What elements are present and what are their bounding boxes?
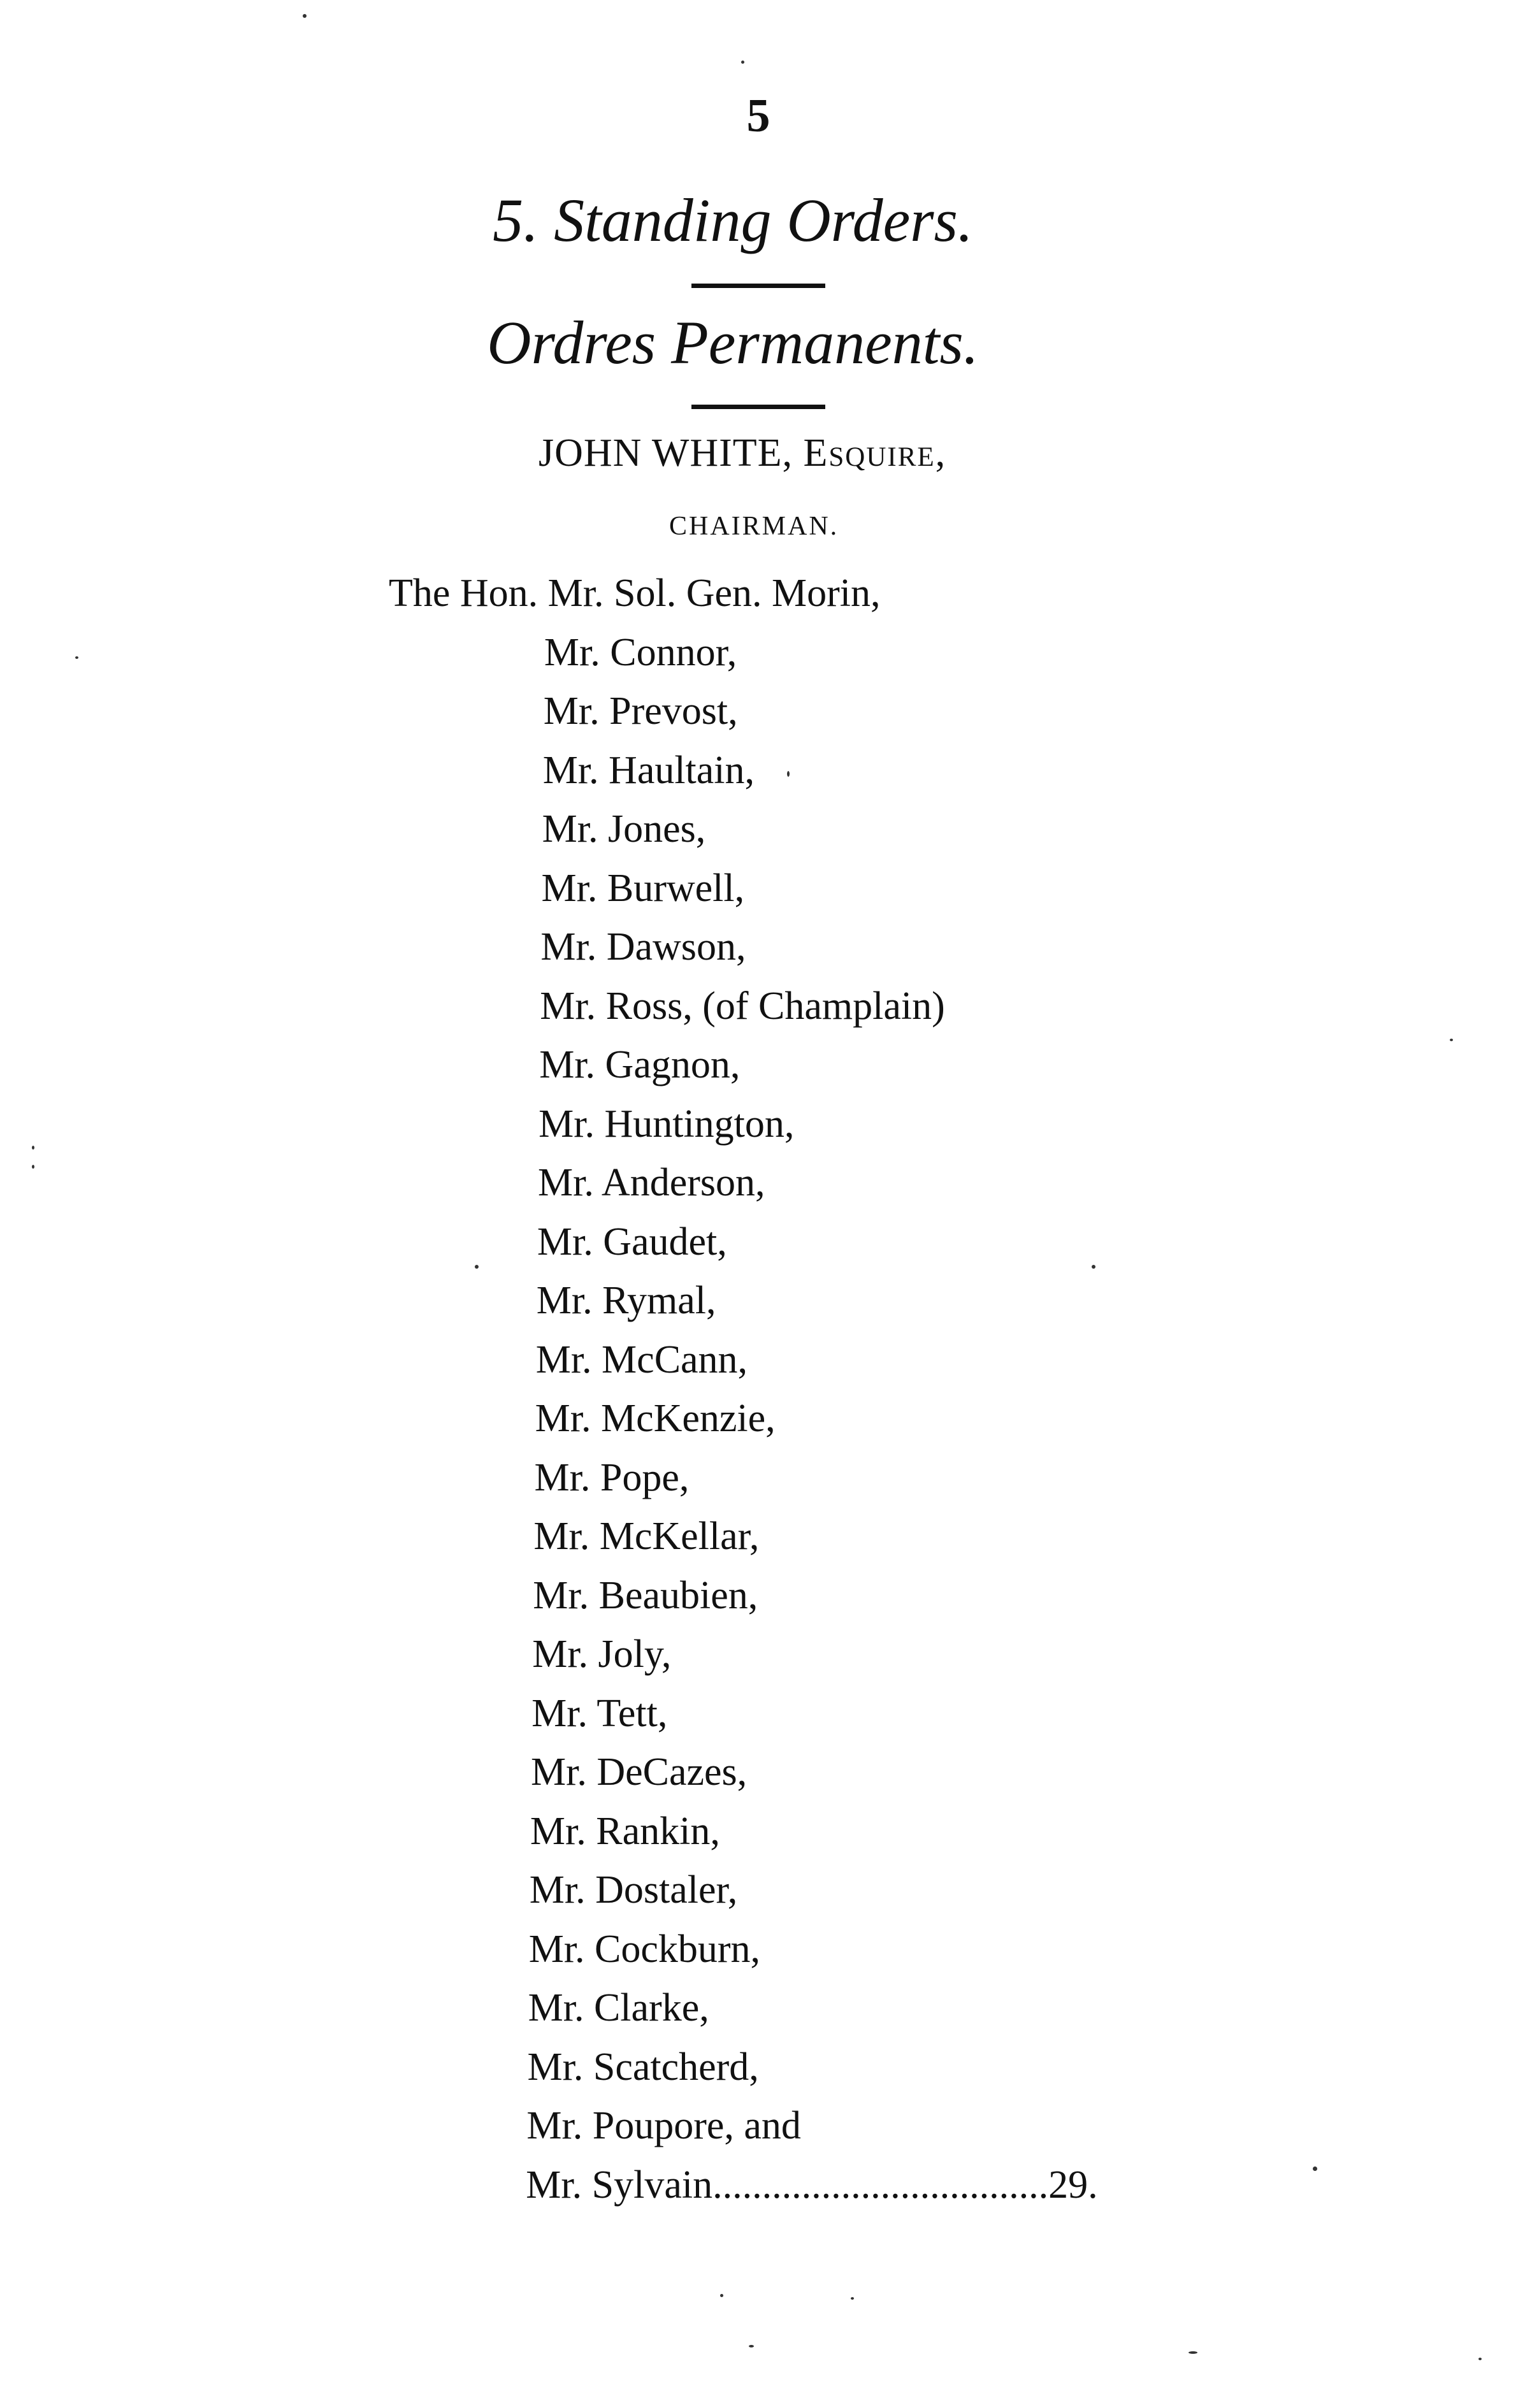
member-name: Mr. McKellar, — [533, 1515, 760, 1558]
member-row — [528, 1988, 709, 2028]
member-name: Mr. Gaudet, — [537, 1220, 727, 1264]
section-title-english: 5. Standing Orders. — [493, 186, 973, 254]
member-name: Mr. Huntington, — [538, 1102, 795, 1146]
member-name: Mr. Poupore, and — [526, 2104, 801, 2147]
member-name: Mr. DeCazes, — [531, 1750, 748, 1794]
member-row — [544, 691, 738, 731]
member-row — [533, 1573, 758, 1617]
member-name: Mr. Dostaler, — [529, 1868, 738, 1912]
scan-speck — [1313, 2166, 1317, 2171]
member-row — [530, 1809, 720, 1853]
member-row — [539, 1045, 740, 1085]
scan-speck — [1092, 1265, 1095, 1269]
member-row — [534, 1455, 690, 1499]
member-name: Mr. Tett, — [531, 1691, 668, 1735]
member-count: 29. — [1048, 2163, 1098, 2207]
member-honorific: The Hon. — [389, 572, 548, 615]
member-name: Mr. Clarke, — [528, 1986, 709, 2029]
chairman-title: Esquire, — [803, 431, 947, 475]
member-row — [535, 1337, 748, 1381]
scan-speck — [475, 1265, 479, 1269]
member-name: Mr. McCann, — [535, 1337, 748, 1381]
member-name: Mr. Sylvain — [526, 2163, 713, 2207]
member-name: Mr. Pope, — [534, 1455, 690, 1499]
member-row — [537, 1281, 716, 1320]
scan-speck — [303, 14, 307, 18]
member-name: Mr. Cockburn, — [528, 1927, 761, 1971]
member-row — [538, 1163, 765, 1202]
scan-speck — [741, 61, 744, 64]
member-name: Mr. Jones, — [542, 807, 706, 851]
member-row — [528, 2047, 759, 2087]
scan-speck — [32, 1146, 34, 1150]
member-row — [542, 748, 755, 792]
member-row — [537, 1222, 727, 1262]
chairman-role: CHAIRMAN. — [669, 512, 839, 541]
member-name: Mr. Joly, — [532, 1633, 672, 1676]
member-row — [541, 866, 745, 910]
member-name: Mr. Connor, — [544, 630, 737, 674]
scan-speck — [32, 1165, 34, 1169]
member-name: Mr. Dawson, — [540, 925, 746, 969]
member-row — [530, 1870, 737, 1910]
scan-speck — [720, 2294, 723, 2297]
member-name: Mr. Gagnon, — [539, 1043, 741, 1086]
dot-leader: .................................. — [712, 2163, 1049, 2207]
member-row — [531, 1752, 747, 1792]
member-row — [531, 1691, 668, 1735]
member-name: Mr. McKenzie, — [535, 1397, 776, 1440]
scan-speck — [1189, 2351, 1197, 2354]
member-name: Mr. Beaubien, — [533, 1573, 758, 1617]
member-name: Mr. Rymal, — [536, 1279, 716, 1322]
member-name: Mr. Ross, (of Champlain) — [540, 984, 945, 1028]
scan-speck — [1478, 2358, 1482, 2360]
page-number: 5 — [746, 90, 770, 142]
member-row — [532, 1634, 671, 1674]
chairman-name: JOHN WHITE, — [538, 431, 793, 475]
member-row — [526, 2106, 801, 2145]
scan-speck — [75, 656, 78, 659]
member-row — [544, 630, 737, 674]
member-name: Mr. Burwell, — [541, 866, 745, 910]
member-row — [533, 1517, 759, 1556]
scan-speck — [787, 771, 790, 777]
scan-speck — [851, 2297, 854, 2300]
member-row — [542, 809, 706, 849]
member-row — [526, 2165, 1097, 2205]
scan-speck — [749, 2345, 754, 2347]
member-name: Mr. Rankin, — [530, 1809, 720, 1853]
section-title-french: Ordres Permanents. — [487, 308, 979, 377]
member-row — [535, 1399, 776, 1438]
member-name: Mr. Scatcherd, — [527, 2045, 759, 2089]
member-name: Mr. Sol. Gen. Morin, — [547, 572, 881, 615]
member-row — [389, 573, 881, 613]
member-row — [540, 986, 944, 1026]
member-name: Mr. Anderson, — [538, 1161, 765, 1204]
member-row — [540, 927, 746, 967]
member-row — [529, 1929, 760, 1969]
scan-speck — [1450, 1039, 1453, 1041]
member-name: Mr. Prevost, — [543, 689, 738, 733]
member-row — [538, 1104, 794, 1144]
member-name: Mr. Haultain, — [542, 748, 755, 792]
